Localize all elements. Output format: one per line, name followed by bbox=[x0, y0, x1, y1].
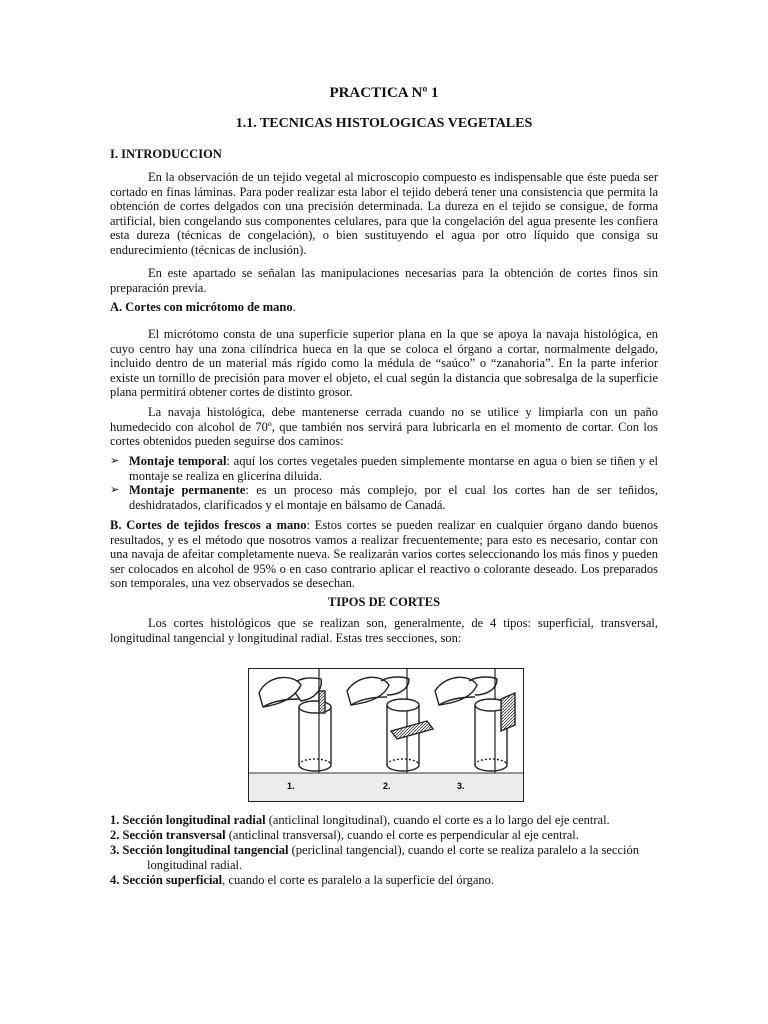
section-a-paragraph-1: El micrótomo consta de una superficie superior plana en la que se apoya la navaja histológica, en cuyo centro hay una zona cilíndrica hueca en la que se coloca el órgano a cortar, normalmente delgado, incluido dentro de un material más rígido como la médula de “saúco” o “zanahoria”. En la parte inferior existe un tornillo de precisión para mover el objeto, el cual según la distancia que sobresalga de la superficie plana permitirá obtener cortes de distinto grosor. bbox=[110, 327, 658, 400]
bullet-text: : es un proceso más complejo, por el cual los cortes han de ser teñidos, deshidratados, clarificados y el montaje en bálsamo de Canadá. bbox=[129, 483, 658, 512]
list-term: Sección transversal bbox=[122, 828, 226, 842]
tipos-paragraph: Los cortes histológicos que se realizan son, generalmente, de 4 tipos: superficial, transversal, longitudinal tangencial y longitudinal radial. Estas tres secciones, son: bbox=[110, 616, 658, 645]
figure-label-2: 2. bbox=[383, 781, 391, 791]
list-continuation: longitudinal radial. bbox=[147, 857, 243, 872]
list-text: (anticlinal longitudinal), cuando el corte es a lo largo del eje central. bbox=[265, 813, 610, 827]
list-item bbox=[110, 873, 658, 888]
list-number: 2. bbox=[110, 828, 120, 842]
intro-paragraph-1: En la observación de un tejido vegetal al microscopio compuesto es indispensable que éste pueda ser cortado en finas láminas. Para poder realizar esta labor el tejido deberá tener una consistencia que permita la obtención de cortes delgados con una precisión determinada. La dureza en el tejido se consigue, de forma artificial, bien congelando sus componentes celulares, para que la congelación del agua presente les confiera esta dureza (técnicas de congelación), o bien sustituyendo el agua por otro líquido que consiga su endurecimiento (técnicas de inclusión). bbox=[110, 170, 658, 257]
figure-1-longitudinal-radial bbox=[259, 669, 331, 773]
bullet-item-permanente bbox=[110, 483, 658, 512]
page-title: PRACTICA Nº 1 bbox=[329, 85, 439, 101]
list-item bbox=[110, 843, 658, 872]
list-term: Sección longitudinal radial bbox=[122, 813, 266, 827]
intro-paragraph-2: En este apartado se señalan las manipulaciones necesarias para la obtención de cortes finos sin preparación previa. bbox=[110, 266, 658, 295]
section-heading-a bbox=[110, 300, 658, 315]
list-text: (anticlinal transversal), cuando el corte es perpendicular al eje central. bbox=[225, 828, 579, 842]
bullet-item-temporal bbox=[110, 454, 658, 483]
figure-drawing bbox=[249, 669, 523, 801]
section-types-figure bbox=[248, 668, 524, 802]
figure-2-transversal bbox=[347, 669, 433, 773]
page-subtitle: 1.1. TECNICAS HISTOLOGICAS VEGETALES bbox=[235, 116, 533, 131]
section-a-period: . bbox=[292, 300, 296, 314]
list-number: 4. bbox=[110, 873, 120, 887]
list-number: 1. bbox=[110, 813, 120, 827]
figure-3-longitudinal-tangencial bbox=[435, 669, 515, 773]
arrow-bullet-icon: ➢ bbox=[110, 455, 120, 467]
list-text: , cuando el corte es paralelo a la superficie del órgano. bbox=[222, 873, 495, 887]
list-term: Sección longitudinal tangencial bbox=[122, 843, 289, 857]
bullet-text: : aquí los cortes vegetales pueden simplemente montarse en agua o bien se tiñen y el montaje se realiza en glicerina diluida. bbox=[129, 454, 658, 483]
tipos-heading: TIPOS DE CORTES bbox=[327, 595, 441, 609]
list-term: Sección superficial bbox=[122, 873, 223, 887]
section-b-text: : Estos cortes se pueden realizar en cualquier órgano dando buenos resultados, y es el método que nosotros vamos a realizar frecuentemente; para esto es necesario, contar con una navaja de afeitar completamente nueva. Se realizarán varios cortes seleccionando los más finos y pueden ser colocados en alcohol de 95% o en caso contrario aplicar el reactivo o colorante deseado. Los preparados son temporales, una vez observados se desechan. bbox=[110, 518, 658, 591]
list-text: (periclinal tangencial), cuando el corte se realiza paralelo a la sección bbox=[288, 843, 640, 857]
bullet-term: Montaje temporal bbox=[129, 454, 227, 468]
section-b-paragraph bbox=[110, 518, 658, 591]
figure-label-1: 1. bbox=[287, 781, 295, 791]
bullet-term: Montaje permanente bbox=[129, 483, 246, 497]
list-number: 3. bbox=[110, 843, 120, 857]
list-item bbox=[110, 828, 658, 843]
arrow-bullet-icon: ➢ bbox=[110, 484, 120, 496]
section-a-title: A. Cortes con micrótomo de mano bbox=[110, 300, 293, 314]
section-a-paragraph-2: La navaja histológica, debe mantenerse cerrada cuando no se utilice y limpiarla con un paño humedecido con alcohol de 70º, que también nos servirá para lubricarla en el momento de cortar. Con los cortes obtenidos pueden seguirse dos caminos: bbox=[110, 405, 658, 449]
figure-label-3: 3. bbox=[457, 781, 465, 791]
section-b-title: B. Cortes de tejidos frescos a mano bbox=[110, 518, 307, 532]
section-heading-intro: I. INTRODUCCION bbox=[110, 147, 222, 161]
list-item bbox=[110, 813, 658, 828]
